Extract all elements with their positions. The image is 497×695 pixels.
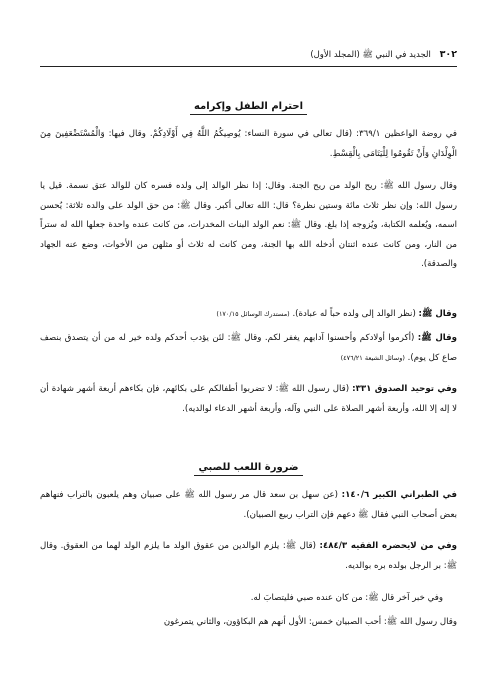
paragraph-tawhid-saduq <box>40 380 457 419</box>
citation: (مستدرك الوسائل ١٧٠/١٥) <box>216 310 290 318</box>
paragraph-text: (أكرموا أولادكم وأحسنوا آدابهم يغفر لكم. وقال ﷺ: لئن يؤدب أحدكم ولده خير له من أن يتصدق بنصف صاع كل يوم). <box>40 333 457 363</box>
paragraph-lead: وفي من لايحضره الفقيه ٤٨٤/٣: <box>319 541 457 551</box>
paragraph-prophet-sayings: وقال رسول الله ﷺ: ريح الولد من ريح الجنة. وقال: إذا نظر الوالد إلى ولده فسره كان للوالد عتق نسمة. قيل يا رسول الله: وإن نظر ثلاث مائة وستين نظرة؟ قال: الله تعالى أكبر. وقال ﷺ: من حق الولد على والده ثلاثة: يُحسن اسمه، ويُعلمه الكتابة، ويُزوجه إذا بلغ. وقال ﷺ: نعم الولد البنات المخدرات، من كانت عنده واحدة جعلها الله له ستراً من النار، ومن كانت عنده اثنتان أدخله الله بها الجنة، ومن كانت له ثلاث أو مثلهن من الأخوات، وضع عنه الجهاد والصدقة). <box>40 181 457 269</box>
page-header <box>40 47 457 63</box>
paragraph-lead: في الطبراني الكبير ١٤٠/٦: <box>341 490 457 500</box>
section-heading-respect: احترام الطفل وإكرامه <box>40 101 457 112</box>
citation: (وسائل الشيعة ٤٧٦/٢١) <box>340 353 405 362</box>
paragraph-text: (عن سهل بن سعد قال مر رسول الله ﷺ على صبيان وهم يلعبون بالتراب فنهاهم بعض أصحاب النبي فقال ﷺ دعهم فإن التراب ربيع الصبيان). <box>40 490 457 520</box>
header-divider <box>40 66 457 67</box>
paragraph-lead: وفي توحيد الصدوق ٣٣١: <box>352 384 457 394</box>
paragraph-faqih <box>40 537 457 576</box>
paragraph-lead: وقال ﷺ: <box>418 309 457 319</box>
section-heading-play: ضرورة اللعب للصبي <box>40 462 457 473</box>
paragraph-text: (قال ﷺ: يلزم الوالدين من عقوق الولد ما يلزم الولد لهما من العقوق. وقال ﷺ: بر الرجل بولده بره بوالديه. <box>40 541 457 571</box>
paragraph-honor-children <box>40 329 457 368</box>
running-title: الجديد في النبي ﷺ (المجلد الأول) <box>310 50 431 60</box>
page-number: ٣٠٢ <box>439 49 457 60</box>
paragraph-text: (قال رسول الله ﷺ: لا تضربوا أطفالكم على بكائهم، فإن بكاءهم أربعة أشهر شهادة أن لا إله إلا الله، وأربعة أشهر الصلاة على النبي وآله، وأربعة أشهر الدعاء لوالديه). <box>40 384 457 414</box>
paragraph-tabarani <box>40 486 457 525</box>
paragraph-father-look <box>40 305 457 325</box>
paragraph-five-children: وقال رسول الله ﷺ: أحب الصبيان خمس: الأول أنهم هم البكاؤون، والثاني يتمرغون <box>163 617 457 627</box>
paragraph-lead: وقال ﷺ: <box>417 333 457 343</box>
paragraph-another-report: وفي خبر آخر قال ﷺ: من كان عنده صبي فليتصابَ له. <box>250 593 443 603</box>
paragraph-text: (نظر الوالد إلى ولده حباً له عبادة). <box>292 309 416 319</box>
paragraph-rawdat-alwaizin: في روضة الواعظين ٣٦٩/١: (قال تعالى في سورة النساء: يُوصِيكُمُ اللَّهُ فِي أَوْلَادِكُمْ. وقال فيها: وَالْمُسْتَضْعَفِينَ مِنَ الْوِلْدَانِ وَأَنْ تَقُومُوا لِلْيَتَامَى بِالْقِسْطِ. <box>40 129 457 159</box>
